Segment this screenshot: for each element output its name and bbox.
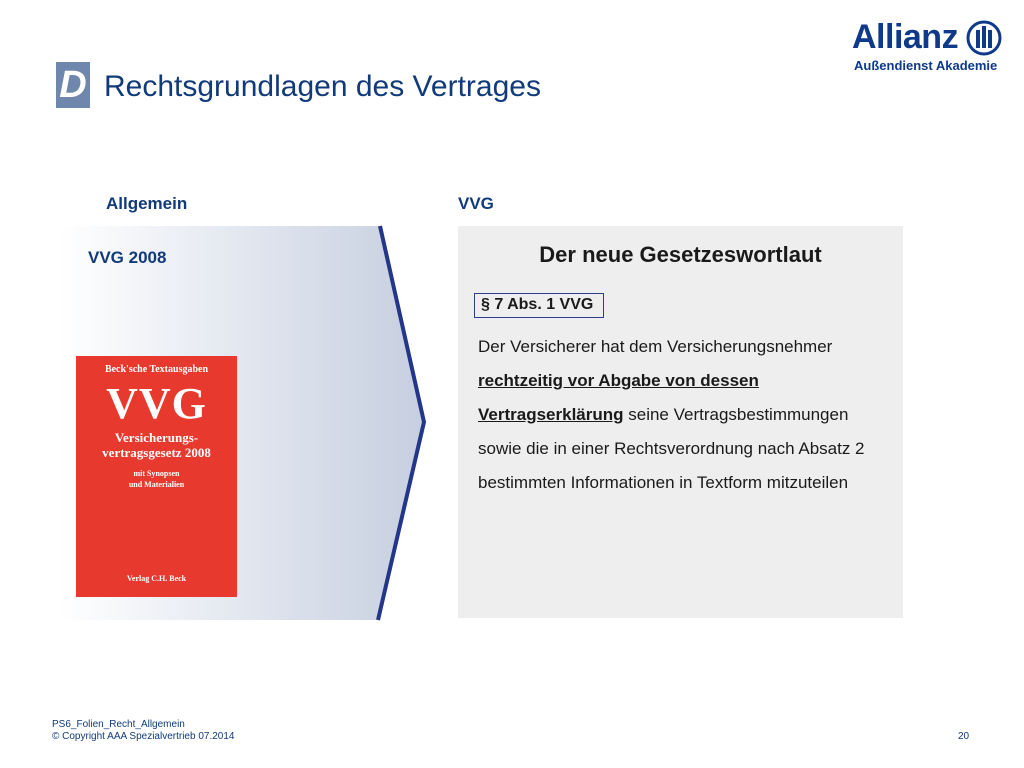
page-number: 20 <box>958 731 970 742</box>
book-subtitle <box>86 430 227 460</box>
book-note-line1: mit Synopsen <box>133 469 180 478</box>
law-text <box>478 330 888 500</box>
book-note-line2: und Materialien <box>128 480 185 489</box>
allianz-eagle-icon <box>966 20 1002 56</box>
book-series: Beck'sche Textausgaben <box>104 364 209 375</box>
law-text-panel <box>458 226 903 618</box>
book-cover-image <box>76 356 237 597</box>
panel-title: Der neue Gesetzeswortlaut <box>539 242 822 267</box>
book-subtitle-line1: Versicherungs- <box>114 430 199 445</box>
book-title: VVG <box>106 379 207 428</box>
section-badge: D <box>56 62 90 108</box>
column-label-vvg: VVG <box>458 194 494 213</box>
footer-copyright: © Copyright AAA Spezialvertrieb 07.2014 <box>52 731 235 742</box>
footer <box>52 719 234 743</box>
page-title: Rechtsgrundlagen des Vertrages <box>104 70 541 103</box>
logo-brand: Allianz <box>852 18 959 56</box>
book-note <box>86 468 227 490</box>
law-text-emphasis: rechtzeitig vor Abgabe von dessen Vertragserklärung <box>478 371 759 424</box>
column-label-allgemein: Allgemein <box>106 194 188 213</box>
vvg-2008-label: VVG 2008 <box>88 248 167 267</box>
book-subtitle-line2: vertragsgesetz 2008 <box>102 445 211 460</box>
allianz-logo <box>852 18 1002 78</box>
logo-subtitle: Außendienst Akademie <box>854 58 998 73</box>
book-publisher: Verlag C.H. Beck <box>126 574 187 583</box>
law-text-part1: Der Versicherer hat dem Versicherungsnehmer <box>478 337 833 356</box>
paragraph-reference: § 7 Abs. 1 VVG <box>474 293 604 318</box>
law-text-part2: seine Vertragsbestimmungen sowie die in einer Rechtsverordnung nach Absatz 2 bestimmten Informationen in Textform mitzuteilen <box>478 405 865 492</box>
footer-doc-name: PS6_Folien_Recht_Allgemein <box>52 719 185 730</box>
